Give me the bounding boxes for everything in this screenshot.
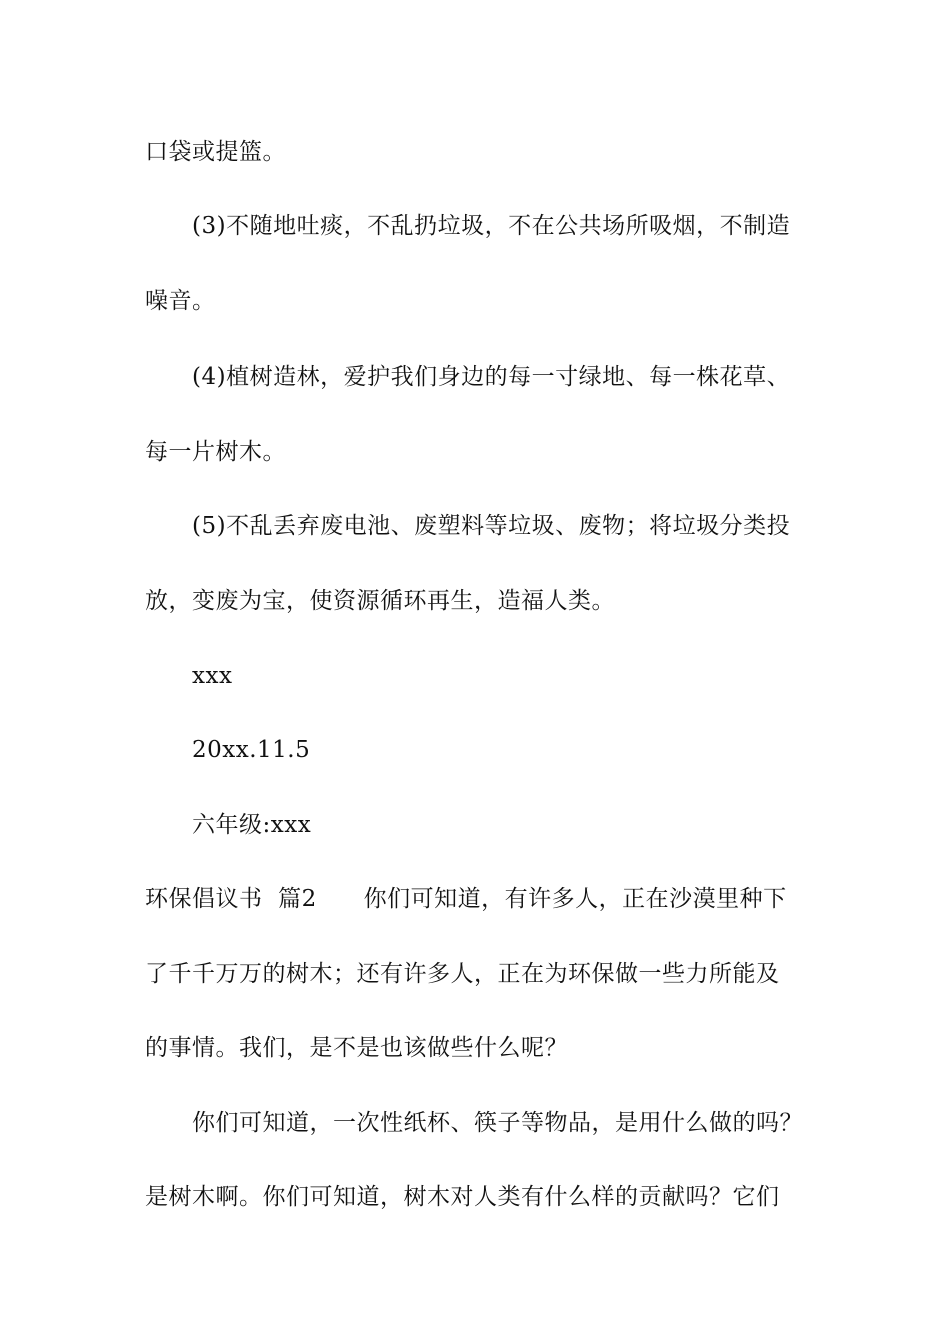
text-line: 了千千万万的树木；还有许多人，正在为环保做一些力所能及 <box>145 961 780 987</box>
signature-date: 20xx.11.5 <box>192 737 311 763</box>
text-line: 噪音。 <box>145 288 216 314</box>
text-line: 的事情。我们，是不是也该做些什么呢？ <box>145 1035 568 1061</box>
text-line: 每一片树木。 <box>145 439 286 465</box>
text-line: (4)植树造林，爱护我们身边的每一寸绿地、每一株花草、 <box>192 364 791 390</box>
text-line: 放，变废为宝，使资源循环再生，造福人类。 <box>145 588 615 614</box>
text-line: (5)不乱丢弃废电池、废塑料等垃圾、废物；将垃圾分类投 <box>192 513 791 539</box>
text-line: 口袋或提篮。 <box>145 139 286 165</box>
text-line: 是树木啊。你们可知道，树木对人类有什么样的贡献吗？它们 <box>145 1184 780 1210</box>
text-line: 你们可知道，一次性纸杯、筷子等物品，是用什么做的吗？ <box>192 1110 803 1136</box>
section-heading-line: 环保倡议书 篇2 你们可知道，有许多人，正在沙漠里种下 <box>145 886 787 912</box>
signature-class: 六年级:xxx <box>192 812 312 838</box>
signature-name: xxx <box>192 663 233 689</box>
text-line: (3)不随地吐痰，不乱扔垃圾，不在公共场所吸烟，不制造 <box>192 213 791 239</box>
